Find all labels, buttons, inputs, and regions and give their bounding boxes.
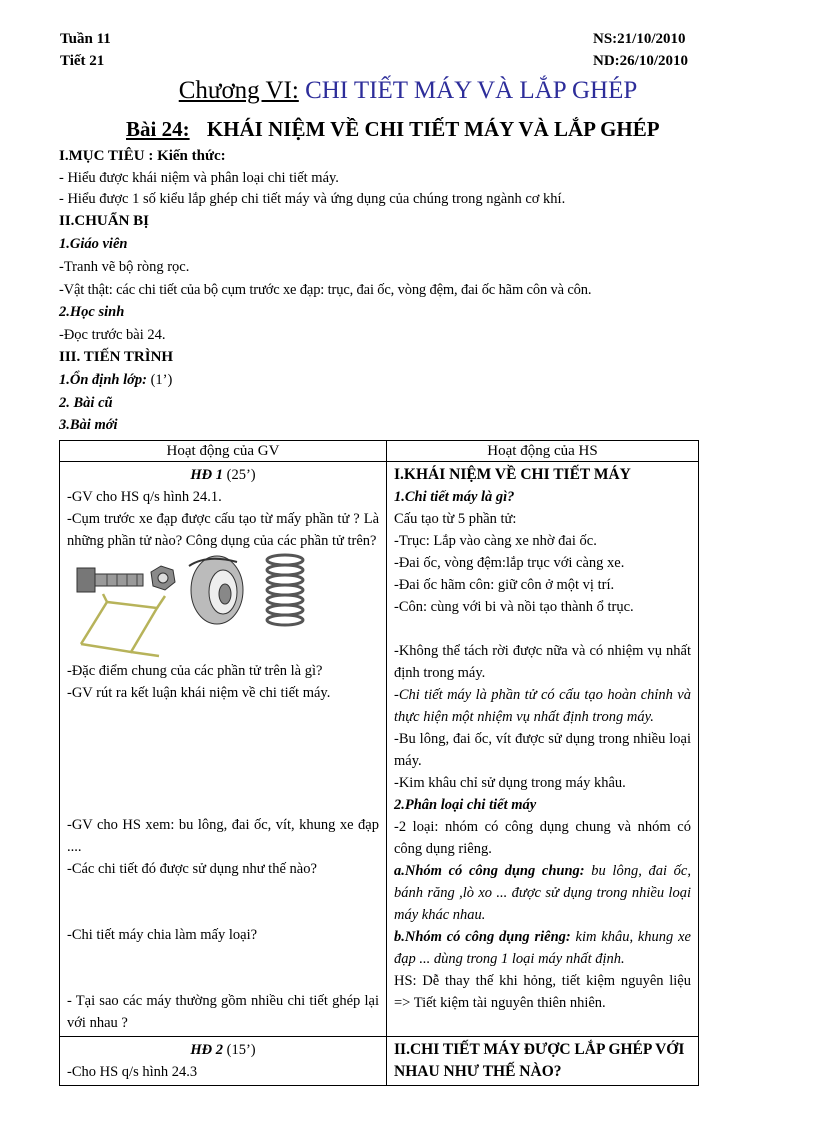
hs-text: -Bu lông, đai ốc, vít được sử dụng trong nhiều loại máy.	[394, 731, 691, 769]
hs-cell	[387, 462, 699, 1037]
gv-cell	[60, 1037, 387, 1086]
objective-item: - Hiểu được 1 số kiểu lắp ghép chi tiết máy và ứng dụng của chúng trong ngành cơ khí.	[59, 191, 566, 207]
bolt-icon	[77, 568, 143, 592]
table-header-row	[60, 441, 699, 462]
hs-group-b: b.Nhóm có công dụng riêng: kim khâu, khung xe đạp ... dùng trong 1 loại máy nhất định.	[394, 929, 691, 967]
preparation-heading: II.CHUẨN BỊ	[59, 213, 150, 229]
nd-date: ND:26/10/2010	[593, 53, 688, 69]
hs-group-a: a.Nhóm có công dụng chung: bu lông, đai ốc, bánh răng ,lò xo ... được sử dụng trong nhiều loại máy khác nhau.	[394, 863, 691, 923]
student-item: -Đọc trước bài 24.	[59, 327, 166, 343]
hs-section-1: I.KHÁI NIỆM VỀ CHI TIẾT MÁY	[394, 466, 631, 483]
gv-text: -Đặc điểm chung của các phần tử trên là gì?	[67, 663, 323, 679]
student-heading: 2.Học sinh	[59, 304, 125, 320]
objective-item: - Hiểu được khái niệm và phân loại chi tiết máy.	[59, 170, 339, 186]
teacher-item: -Tranh vẽ bộ ròng rọc.	[59, 259, 190, 275]
hs-text: Cấu tạo từ 5 phần tử:	[394, 511, 517, 527]
ns-date: NS:21/10/2010	[593, 31, 686, 47]
step1: 1.Ổn định lớp: (1’)	[59, 372, 173, 388]
bike-frame-icon	[81, 594, 165, 656]
process-heading: III. TIẾN TRÌNH	[59, 349, 174, 365]
chapter-prefix: Chương VI:	[178, 77, 299, 104]
hs-text: -Kim khâu chỉ sử dụng trong máy khâu.	[394, 775, 626, 791]
gv-text: - Tại sao các máy thường gồm nhiều chi tiết ghép lại với nhau ?	[67, 993, 379, 1031]
hs-text: HS: Dễ thay thế khi hỏng, tiết kiệm nguyên liệu => Tiết kiệm tài nguyên thiên nhiên.	[394, 973, 691, 1011]
objectives-heading: I.MỤC TIÊU : Kiến thức:	[59, 148, 226, 164]
teacher-item: -Vật thật: các chi tiết của bộ cụm trước xe đạp: trục, đai ốc, vòng đệm, đai ốc hãm côn và côn.	[59, 282, 592, 298]
hub-icon	[189, 556, 243, 624]
gv-text: -Cụm trước xe đạp được cấu tạo từ mấy phần tử ? Là những phần tử nào? Công dụng của các phần tử trên?	[67, 511, 379, 549]
hs-cell	[387, 1037, 699, 1086]
bike-parts-illustration	[67, 552, 377, 660]
lesson-title	[126, 117, 660, 142]
week-label: Tuần 11	[60, 31, 111, 47]
hs-text: -Đai ốc, vòng đệm:lắp trục với càng xe.	[394, 555, 625, 571]
hs-text: -2 loại: nhóm có công dụng chung và nhóm có công dụng riêng.	[394, 819, 691, 857]
col-gv-header: Hoạt động của GV	[60, 441, 387, 462]
hs-text: -Trục: Lắp vào càng xe nhờ đai ốc.	[394, 533, 597, 549]
bike-parts-figure	[67, 552, 379, 660]
hs-text: -Không thể tách rời được nữa và có nhiệm vụ nhất định trong máy.	[394, 643, 691, 681]
activity-table	[59, 440, 699, 1086]
gv-text: -GV cho HS xem: bu lông, đai ốc, vít, khung xe đạp ....	[67, 817, 379, 855]
hs-question-2: 2.Phân loại chi tiết máy	[394, 797, 537, 813]
hd1-label: HĐ 1 (25’)	[190, 467, 256, 483]
gv-text: -Chi tiết máy chia làm mấy loại?	[67, 927, 258, 943]
gv-text: -Các chi tiết đó được sử dụng như thế nào?	[67, 861, 317, 877]
gv-cell	[60, 462, 387, 1037]
hs-text: -Côn: cùng với bi và nồi tạo thành ổ trục.	[394, 599, 634, 615]
hs-section-2: II.CHI TIẾT MÁY ĐƯỢC LẮP GHÉP VỚI NHAU NHƯ THẾ NÀO?	[394, 1041, 685, 1080]
gv-text: -GV cho HS q/s hình 24.1.	[67, 489, 222, 505]
gv-text: -Cho HS q/s hình 24.3	[67, 1064, 198, 1080]
table-row	[60, 462, 699, 1037]
teacher-heading: 1.Giáo viên	[59, 236, 128, 252]
hs-text: -Đai ốc hãm côn: giữ côn ở một vị trí.	[394, 577, 615, 593]
hd2-label: HĐ 2 (15’)	[190, 1042, 256, 1058]
hs-question-1: 1.Chi tiết máy là gì?	[394, 489, 515, 505]
lesson-number: Bài 24:	[126, 117, 190, 141]
table-row	[60, 1037, 699, 1086]
lesson-name: KHÁI NIỆM VỀ CHI TIẾT MÁY VÀ LẮP GHÉP	[206, 117, 660, 141]
hs-definition: -Chi tiết máy là phần tử có cấu tạo hoàn chỉnh và thực hiện một nhiệm vụ nhất định trong máy.	[394, 687, 691, 725]
nut-icon	[151, 566, 175, 590]
period-label: Tiết 21	[60, 53, 105, 69]
gv-text: -GV rút ra kết luận khái niệm về chi tiết máy.	[67, 685, 331, 701]
spring-icon	[267, 555, 303, 625]
chapter-name: CHI TIẾT MÁY VÀ LẮP GHÉP	[305, 77, 638, 104]
step3: 3.Bài mới	[59, 417, 118, 433]
step2: 2. Bài cũ	[59, 395, 113, 411]
chapter-title	[0, 77, 816, 105]
col-hs-header: Hoạt động của HS	[387, 441, 699, 462]
